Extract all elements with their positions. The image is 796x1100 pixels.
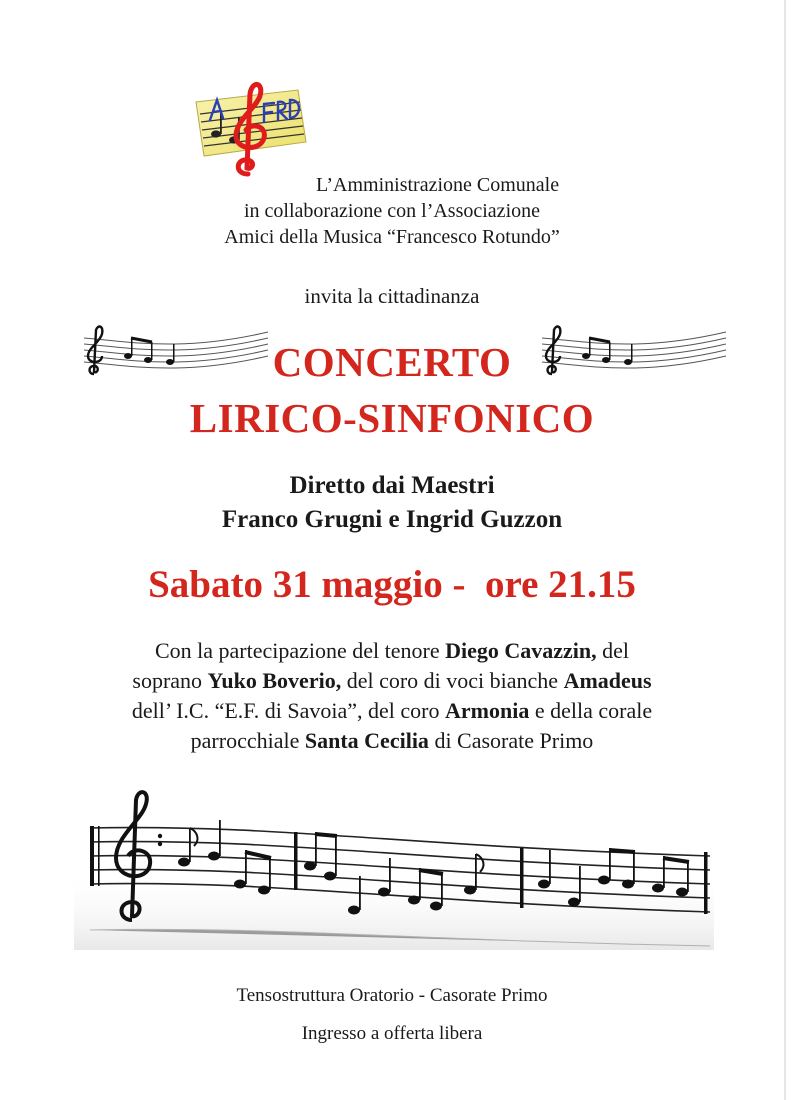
- concert-title-line-1: CONCERTO: [272, 339, 512, 385]
- music-staff-illustration-icon: [74, 780, 714, 950]
- entry-text: Ingresso a offerta libera: [301, 1023, 483, 1044]
- venue-text: Tensostruttura Oratorio - Casorate Primo: [236, 985, 548, 1006]
- organizer-line-2: in collaborazione con l’Associazione: [244, 200, 540, 222]
- page-edge: [784, 0, 786, 1100]
- concert-title-line-2: LIRICO-SINFONICO: [189, 395, 595, 441]
- treble-clef-logo-icon: [190, 74, 312, 182]
- organizer-line-1: L’Amministrazione Comunale: [316, 174, 560, 196]
- participants-line-4: parrocchiale Santa Cecilia di Casorate Primo: [190, 728, 594, 753]
- directors-line-1: Diretto dai Maestri: [289, 472, 495, 499]
- event-date: Sabato 31 maggio - ore 21.15: [148, 563, 636, 606]
- participants-line-3: dell’ I.C. “E.F. di Savoia”, del coro Armonia e della corale: [131, 698, 653, 723]
- participants-line-2: soprano Yuko Boverio, del coro di voci bianche Amadeus: [132, 668, 652, 693]
- invite-text: invita la cittadinanza: [304, 284, 480, 308]
- participants-paragraph: [0, 636, 784, 756]
- organizer-line-3: Amici della Musica “Francesco Rotundo”: [224, 226, 560, 248]
- directors-line-2: Franco Grugni e Ingrid Guzzon: [221, 506, 563, 533]
- participants-line-1: Con la partecipazione del tenore Diego Cavazzin, del: [154, 638, 630, 663]
